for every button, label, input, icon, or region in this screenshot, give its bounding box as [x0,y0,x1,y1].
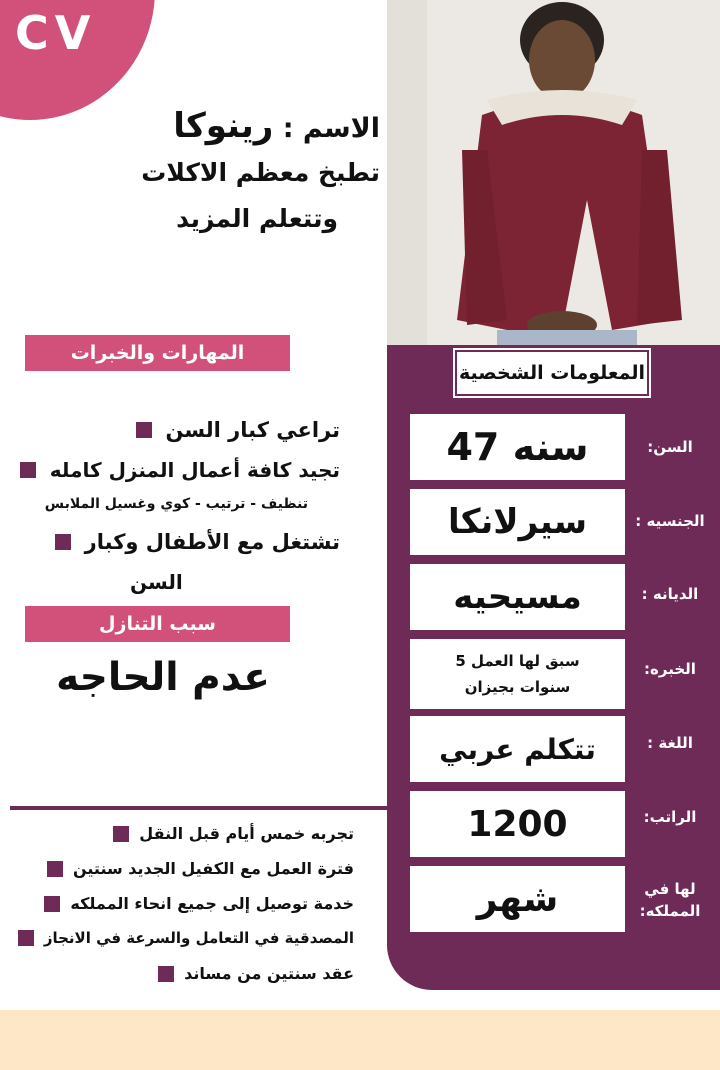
bullet-square-icon [55,534,71,550]
skill-item: تشتغل مع الأطفال وكبار [55,530,340,554]
bullet-square-icon [47,861,63,877]
term-item: عقد سنتين من مساند [158,964,354,983]
skill-item: تراعي كبار السن [136,418,340,442]
info-label-salary: الراتب: [643,808,697,826]
info-value-nationality: سيرلانكا [410,489,625,555]
term-item: تجربه خمس أيام قبل النقل [113,824,354,843]
name-separator: : [282,113,294,144]
info-label-experience: الخبره: [644,660,696,678]
bullet-square-icon [113,826,129,842]
reason-value: عدم الحاجه [56,655,270,700]
info-label-age: السن: [647,438,693,456]
info-value-language: تتكلم عربي [410,716,625,782]
section-divider [10,806,390,810]
person-photo-icon [387,0,720,345]
skill-item: تجيد كافة أعمال المنزل كامله [20,458,340,482]
term-item: خدمة توصيل إلى جميع انحاء المملكه [44,894,354,913]
name-label: الاسم [302,113,380,144]
info-label-religion: الديانه : [641,585,699,603]
info-value-salary: 1200 [410,791,625,857]
name-value: رينوكا [173,106,274,146]
info-label-language: اللغة : [647,734,693,752]
info-value-age: 47 سنه [410,414,625,480]
personal-info-title: المعلومات الشخصية [455,350,649,396]
bullet-square-icon [158,966,174,982]
profile-line-1: تطبخ معظم الاكلات [141,158,380,187]
info-value-time-in-kingdom: شهر [410,866,625,932]
bottom-strip [0,1010,720,1070]
cv-label: CV [15,6,97,60]
info-value-experience: سبق لها العمل 5 سنوات بجيزان [410,639,625,709]
bullet-square-icon [44,896,60,912]
info-label-nationality: الجنسيه : [635,512,705,530]
profile-line-2: وتتعلم المزيد [176,204,338,233]
skill-continuation: السن [130,570,183,594]
skills-title: المهارات والخبرات [25,335,290,371]
name-line [173,106,380,146]
bullet-square-icon [20,462,36,478]
skill-sub-note: تنظيف - ترتيب - كوي وغسيل الملابس [44,496,308,512]
term-item: المصدقية في التعامل والسرعة في الانجاز [18,929,354,947]
term-item: فترة العمل مع الكفيل الجديد سنتين [47,859,354,878]
bullet-square-icon [136,422,152,438]
bullet-square-icon [18,930,34,946]
person-photo [387,0,720,345]
reason-title: سبب التنازل [25,606,290,642]
info-label-time-in-kingdom: لها في المملكه: [639,880,701,920]
info-value-religion: مسيحيه [410,564,625,630]
